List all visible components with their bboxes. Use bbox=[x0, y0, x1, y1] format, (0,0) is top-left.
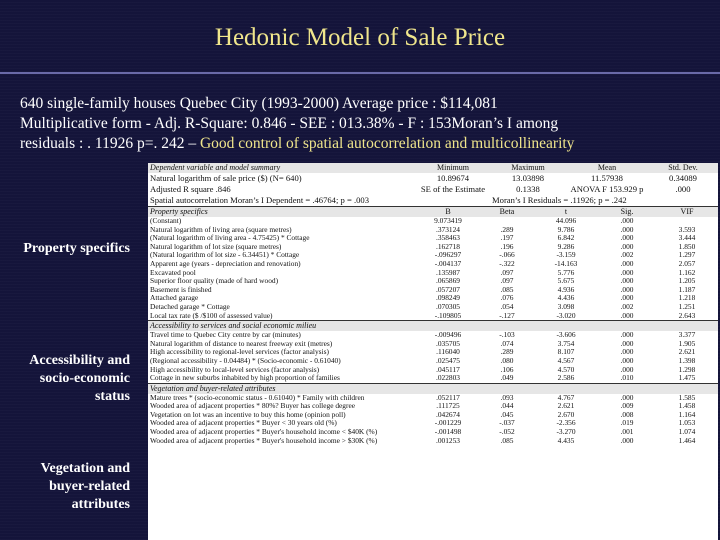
coefficient-cell: 4.435 bbox=[557, 435, 575, 445]
coefficient-cell: .000 bbox=[620, 310, 634, 320]
coefficient-cell: .035705 bbox=[435, 338, 461, 348]
coefficient-cell: .022803 bbox=[435, 373, 461, 383]
coefficient-cell: (Natural logarithm of living area - 4.75425) * Cottage bbox=[150, 233, 310, 243]
coefficient-cell: .025475 bbox=[435, 355, 461, 365]
coefficient-cell: .045117 bbox=[436, 364, 460, 374]
coefficient-cell: -3.606 bbox=[556, 330, 576, 340]
summary-cell: 11.57938 bbox=[591, 173, 623, 183]
coefficient-cell: .054 bbox=[500, 301, 514, 311]
section-header-cell: Beta bbox=[480, 207, 534, 218]
coefficient-cell: Wooded area of adjacent properties * Buyer's household income < $40K (%) bbox=[150, 427, 378, 437]
coefficient-row bbox=[148, 437, 718, 446]
coefficient-cell: 2.057 bbox=[678, 258, 696, 268]
coefficient-cell: .000 bbox=[620, 355, 634, 365]
summary-header-cell: Maximum bbox=[490, 163, 566, 173]
summary-row bbox=[148, 184, 718, 195]
coefficient-cell: Basement is finished bbox=[150, 284, 212, 294]
section-header-cell: VIF bbox=[656, 207, 718, 218]
section-header-cell: B bbox=[416, 207, 480, 218]
model-summary-table bbox=[148, 163, 718, 206]
coefficient-cell: .135987 bbox=[435, 267, 461, 277]
coefficient-cell: 1.074 bbox=[678, 427, 696, 437]
coefficient-cell: 1.464 bbox=[678, 435, 696, 445]
intro-line-3 bbox=[20, 134, 710, 154]
coefficient-cell: (Natural logarithm of lot size - 6.34451) * Cottage bbox=[150, 250, 300, 260]
coefficient-cell: .000 bbox=[620, 241, 634, 251]
summary-header-cell: Minimum bbox=[416, 163, 490, 173]
coefficient-cell: .116040 bbox=[436, 347, 460, 357]
coefficient-cell: Apparent age (years - depreciation and renovation) bbox=[150, 258, 301, 268]
coefficient-cell: 1.475 bbox=[678, 373, 696, 383]
coefficient-cell: 2.643 bbox=[678, 310, 696, 320]
coefficient-cell: .052117 bbox=[436, 392, 460, 402]
coefficient-cell: .196 bbox=[500, 241, 514, 251]
coefficient-cell: -.009496 bbox=[434, 330, 462, 340]
coefficient-cell: .197 bbox=[500, 233, 514, 243]
coefficient-cell: -.127 bbox=[499, 310, 515, 320]
coefficient-cell: .373124 bbox=[435, 224, 461, 234]
coefficient-cell: Detached garage * Cottage bbox=[150, 301, 230, 311]
coefficient-row bbox=[148, 312, 718, 321]
summary-header-row bbox=[148, 163, 718, 173]
coefficient-cell: 1.251 bbox=[678, 301, 696, 311]
summary-cell: Natural logarithm of sale price ($) (N= 640) bbox=[150, 173, 302, 183]
coefficient-cell: 1.905 bbox=[678, 338, 696, 348]
coefficient-cell: -3.159 bbox=[556, 250, 576, 260]
coefficient-cell: 9.786 bbox=[557, 224, 575, 234]
coefficient-cell: 2.670 bbox=[557, 409, 575, 419]
coefficient-cell: .085 bbox=[500, 435, 514, 445]
coefficient-cell: .000 bbox=[620, 347, 634, 357]
coefficient-cell: Attached garage bbox=[150, 293, 199, 303]
coefficient-cell: -.066 bbox=[499, 250, 515, 260]
coefficient-cell: .085 bbox=[500, 284, 514, 294]
coefficient-cell: 3.377 bbox=[678, 330, 696, 340]
coefficient-cell: .042674 bbox=[435, 409, 461, 419]
coefficient-cell: 9.073419 bbox=[434, 216, 462, 225]
coefficient-cell: .001253 bbox=[435, 435, 461, 445]
summary-cell: Spatial autocorrelation Moran’s I Dependent = .46764; p = .003 bbox=[150, 195, 369, 205]
coefficient-cell: 1.218 bbox=[678, 293, 696, 303]
coefficient-cell: Mature trees * (socio-economic status - 0.61040) * Family with children bbox=[150, 392, 365, 402]
coefficient-cell: .049 bbox=[500, 373, 514, 383]
intro-highlight: Good control of spatial autocorrelation and multicollinearity bbox=[196, 135, 575, 152]
coefficient-cell: 4.567 bbox=[557, 355, 575, 365]
coefficient-cell: .000 bbox=[620, 267, 634, 277]
coefficient-cell: .098249 bbox=[435, 293, 461, 303]
coefficient-cell: 1.585 bbox=[678, 392, 696, 402]
coefficient-cell: .010 bbox=[620, 373, 634, 383]
coefficient-cell: Wooded area of adjacent properties * 80%? Buyer has college degree bbox=[150, 401, 356, 411]
section-header-cell: Sig. bbox=[598, 207, 656, 218]
side-label-accessibility: Accessibility and socio-economic status bbox=[29, 353, 130, 404]
coefficient-cell: 1.053 bbox=[678, 418, 696, 428]
coefficient-cell: .000 bbox=[620, 224, 634, 234]
coefficient-cell: (Constant) bbox=[150, 216, 182, 225]
coefficient-cell: .065869 bbox=[435, 276, 461, 286]
coefficient-cell: -.322 bbox=[499, 258, 515, 268]
coefficient-cell: Superior floor quality (made of hard wood) bbox=[150, 276, 279, 286]
summary-header-cell: Mean bbox=[566, 163, 648, 173]
coefficient-cell: .044 bbox=[500, 401, 514, 411]
section-header-cell: t bbox=[534, 207, 598, 218]
summary-cell: 0.34089 bbox=[669, 173, 697, 183]
coefficients-table bbox=[148, 206, 718, 445]
summary-cell: 10.89674 bbox=[436, 173, 470, 183]
side-label-vegetation: Vegetation and buyer-related attributes bbox=[40, 461, 130, 512]
coefficient-cell: 1.205 bbox=[678, 276, 696, 286]
coefficient-cell: 1.297 bbox=[678, 250, 696, 260]
side-label-property: Property specifics bbox=[23, 241, 130, 256]
coefficient-cell: .002 bbox=[620, 250, 634, 260]
summary-cell: SE of the Estimate bbox=[420, 184, 486, 194]
coefficient-cell: 4.767 bbox=[557, 392, 575, 402]
summary-cell: Adjusted R square .846 bbox=[150, 184, 231, 194]
summary-cell: ANOVA F 153.929 p bbox=[570, 184, 644, 194]
coefficient-cell: .000 bbox=[620, 216, 634, 225]
coefficient-cell: .097 bbox=[500, 276, 514, 286]
coefficient-cell: -.096297 bbox=[434, 250, 462, 260]
coefficient-cell: High accessibility to regional-level services (factor analysis) bbox=[150, 347, 329, 357]
coefficient-cell: .000 bbox=[620, 233, 634, 243]
coefficient-cell: .000 bbox=[620, 392, 634, 402]
coefficient-cell: (Regional accessibility - 0.04484) * (Socio-economic - 0.61040) bbox=[150, 355, 341, 365]
section-header-cell: Property specifics bbox=[148, 207, 416, 218]
summary-cell: 13.03898 bbox=[511, 173, 545, 183]
coefficient-cell: 8.107 bbox=[557, 347, 575, 357]
slide-title: Hedonic Model of Sale Price bbox=[214, 24, 506, 51]
coefficient-cell: .000 bbox=[620, 435, 634, 445]
coefficient-cell: .009 bbox=[620, 401, 634, 411]
section-header-cell: Vegetation and buyer-related attributes bbox=[148, 383, 416, 394]
coefficient-cell: 1.458 bbox=[678, 401, 696, 411]
coefficient-cell: .289 bbox=[500, 224, 514, 234]
coefficient-row bbox=[148, 374, 718, 383]
coefficient-cell: -.004137 bbox=[434, 258, 462, 268]
summary-cell bbox=[648, 195, 718, 206]
title-divider bbox=[0, 72, 720, 74]
coefficient-cell: -.001229 bbox=[434, 418, 462, 428]
coefficient-cell: .289 bbox=[500, 347, 514, 357]
summary-header-cell: Std. Dev. bbox=[648, 163, 718, 173]
coefficient-cell: .045 bbox=[500, 409, 514, 419]
coefficient-cell: -.001498 bbox=[434, 427, 462, 437]
summary-row bbox=[148, 173, 718, 184]
coefficient-cell: .106 bbox=[500, 364, 514, 374]
coefficient-cell: .000 bbox=[620, 284, 634, 294]
coefficient-cell: 44.096 bbox=[555, 216, 577, 225]
coefficient-cell: High accessibility to local-level services (factor analysis) bbox=[150, 364, 320, 374]
coefficient-cell: -.052 bbox=[499, 427, 515, 437]
coefficient-cell: 1.298 bbox=[678, 364, 696, 374]
coefficient-cell: Wooded area of adjacent properties * Buyer < 30 years old (%) bbox=[150, 418, 337, 428]
coefficient-cell: .358463 bbox=[435, 233, 461, 243]
coefficient-cell: -2.356 bbox=[556, 418, 576, 428]
summary-cell: 0.1338 bbox=[516, 184, 540, 194]
coefficient-cell: Cottage in new suburbs inhabited by high proportion of families bbox=[150, 373, 340, 383]
coefficient-cell: .074 bbox=[500, 338, 514, 348]
coefficient-cell: -.103 bbox=[499, 330, 515, 340]
intro-text bbox=[20, 94, 710, 154]
coefficient-cell: 5.675 bbox=[557, 276, 575, 286]
coefficient-cell: .019 bbox=[620, 418, 634, 428]
coefficient-cell: -.037 bbox=[499, 418, 515, 428]
coefficient-cell: 1.850 bbox=[678, 241, 696, 251]
coefficient-cell: .111725 bbox=[436, 401, 460, 411]
coefficient-cell: 2.586 bbox=[557, 373, 575, 383]
coefficient-cell: Wooded area of adjacent properties * Buyer's household income > $30K (%) bbox=[150, 435, 378, 445]
coefficient-cell: 3.754 bbox=[557, 338, 575, 348]
summary-cell: Moran’s I Residuals = .11926; p = .242 bbox=[492, 195, 627, 205]
coefficient-cell: 1.164 bbox=[678, 409, 696, 419]
coefficient-cell: .000 bbox=[620, 258, 634, 268]
coefficient-cell: -14.163 bbox=[554, 258, 578, 268]
summary-cell: .000 bbox=[675, 184, 691, 194]
coefficient-cell: 4.570 bbox=[557, 364, 575, 374]
coefficient-cell: 1.398 bbox=[678, 355, 696, 365]
coefficient-cell: .000 bbox=[620, 364, 634, 374]
coefficient-cell: .057207 bbox=[435, 284, 461, 294]
coefficient-cell: -3.270 bbox=[556, 427, 576, 437]
coefficient-cell: -3.020 bbox=[556, 310, 576, 320]
coefficient-cell: .008 bbox=[620, 409, 634, 419]
coefficient-cell: 6.842 bbox=[557, 233, 575, 243]
coefficient-cell: .000 bbox=[620, 338, 634, 348]
coefficient-cell: Natural logarithm of lot size (square metres) bbox=[150, 241, 282, 251]
coefficient-cell: 1.162 bbox=[678, 267, 696, 277]
coefficient-cell: .000 bbox=[620, 276, 634, 286]
coefficient-cell: .001 bbox=[620, 427, 634, 437]
intro-line-2: Multiplicative form - Adj. R-Square: 0.846 - SEE : 013.38% - F : 153Moran’s I among bbox=[20, 115, 559, 132]
coefficient-cell: .080 bbox=[500, 355, 514, 365]
intro-line-3-plain: residuals : . 11926 p=. 242 – bbox=[20, 135, 197, 152]
coefficient-cell: 3.098 bbox=[557, 301, 575, 311]
coefficient-cell: Local tax rate ($ /$100 of assessed value) bbox=[150, 310, 273, 320]
coefficient-cell: Natural logarithm of distance to nearest freeway exit (metres) bbox=[150, 338, 333, 348]
coefficient-cell: 3.444 bbox=[678, 233, 696, 243]
coefficient-cell: .070305 bbox=[435, 301, 461, 311]
coefficient-cell: 9.286 bbox=[557, 241, 575, 251]
coefficient-cell: .076 bbox=[500, 293, 514, 303]
coefficient-cell: Natural logarithm of living area (square metres) bbox=[150, 224, 292, 234]
coefficient-cell: .002 bbox=[620, 301, 634, 311]
coefficient-cell: 2.621 bbox=[678, 347, 696, 357]
coefficient-cell: .000 bbox=[620, 330, 634, 340]
summary-header-cell: Dependent variable and model summary bbox=[148, 163, 416, 173]
coefficient-cell: Travel time to Quebec City centre by car (minutes) bbox=[150, 330, 301, 340]
coefficient-cell: 4.436 bbox=[557, 293, 575, 303]
coefficient-cell: .097 bbox=[500, 267, 514, 277]
coefficient-cell: .093 bbox=[500, 392, 514, 402]
coefficient-cell: 4.936 bbox=[557, 284, 575, 294]
intro-line-1: 640 single-family houses Quebec City (1993-2000) Average price : $114,081 bbox=[20, 95, 498, 112]
coefficient-cell: 5.776 bbox=[557, 267, 575, 277]
coefficient-cell: .162718 bbox=[435, 241, 461, 251]
coefficient-cell: 3.593 bbox=[678, 224, 696, 234]
coefficient-cell: -.109805 bbox=[434, 310, 462, 320]
coefficient-cell: 2.621 bbox=[557, 401, 575, 411]
coefficient-cell: .000 bbox=[620, 293, 634, 303]
summary-row bbox=[148, 195, 718, 206]
section-header-cell: Accessibility to services and social economic milieu bbox=[148, 321, 416, 332]
coefficient-cell: 1.187 bbox=[678, 284, 696, 294]
regression-table-image bbox=[148, 163, 718, 540]
coefficient-cell: Excavated pool bbox=[150, 267, 196, 277]
coefficient-cell: Vegetation on lot was an incentive to buy this home (opinion poll) bbox=[150, 409, 346, 419]
summary-cell bbox=[416, 195, 490, 206]
